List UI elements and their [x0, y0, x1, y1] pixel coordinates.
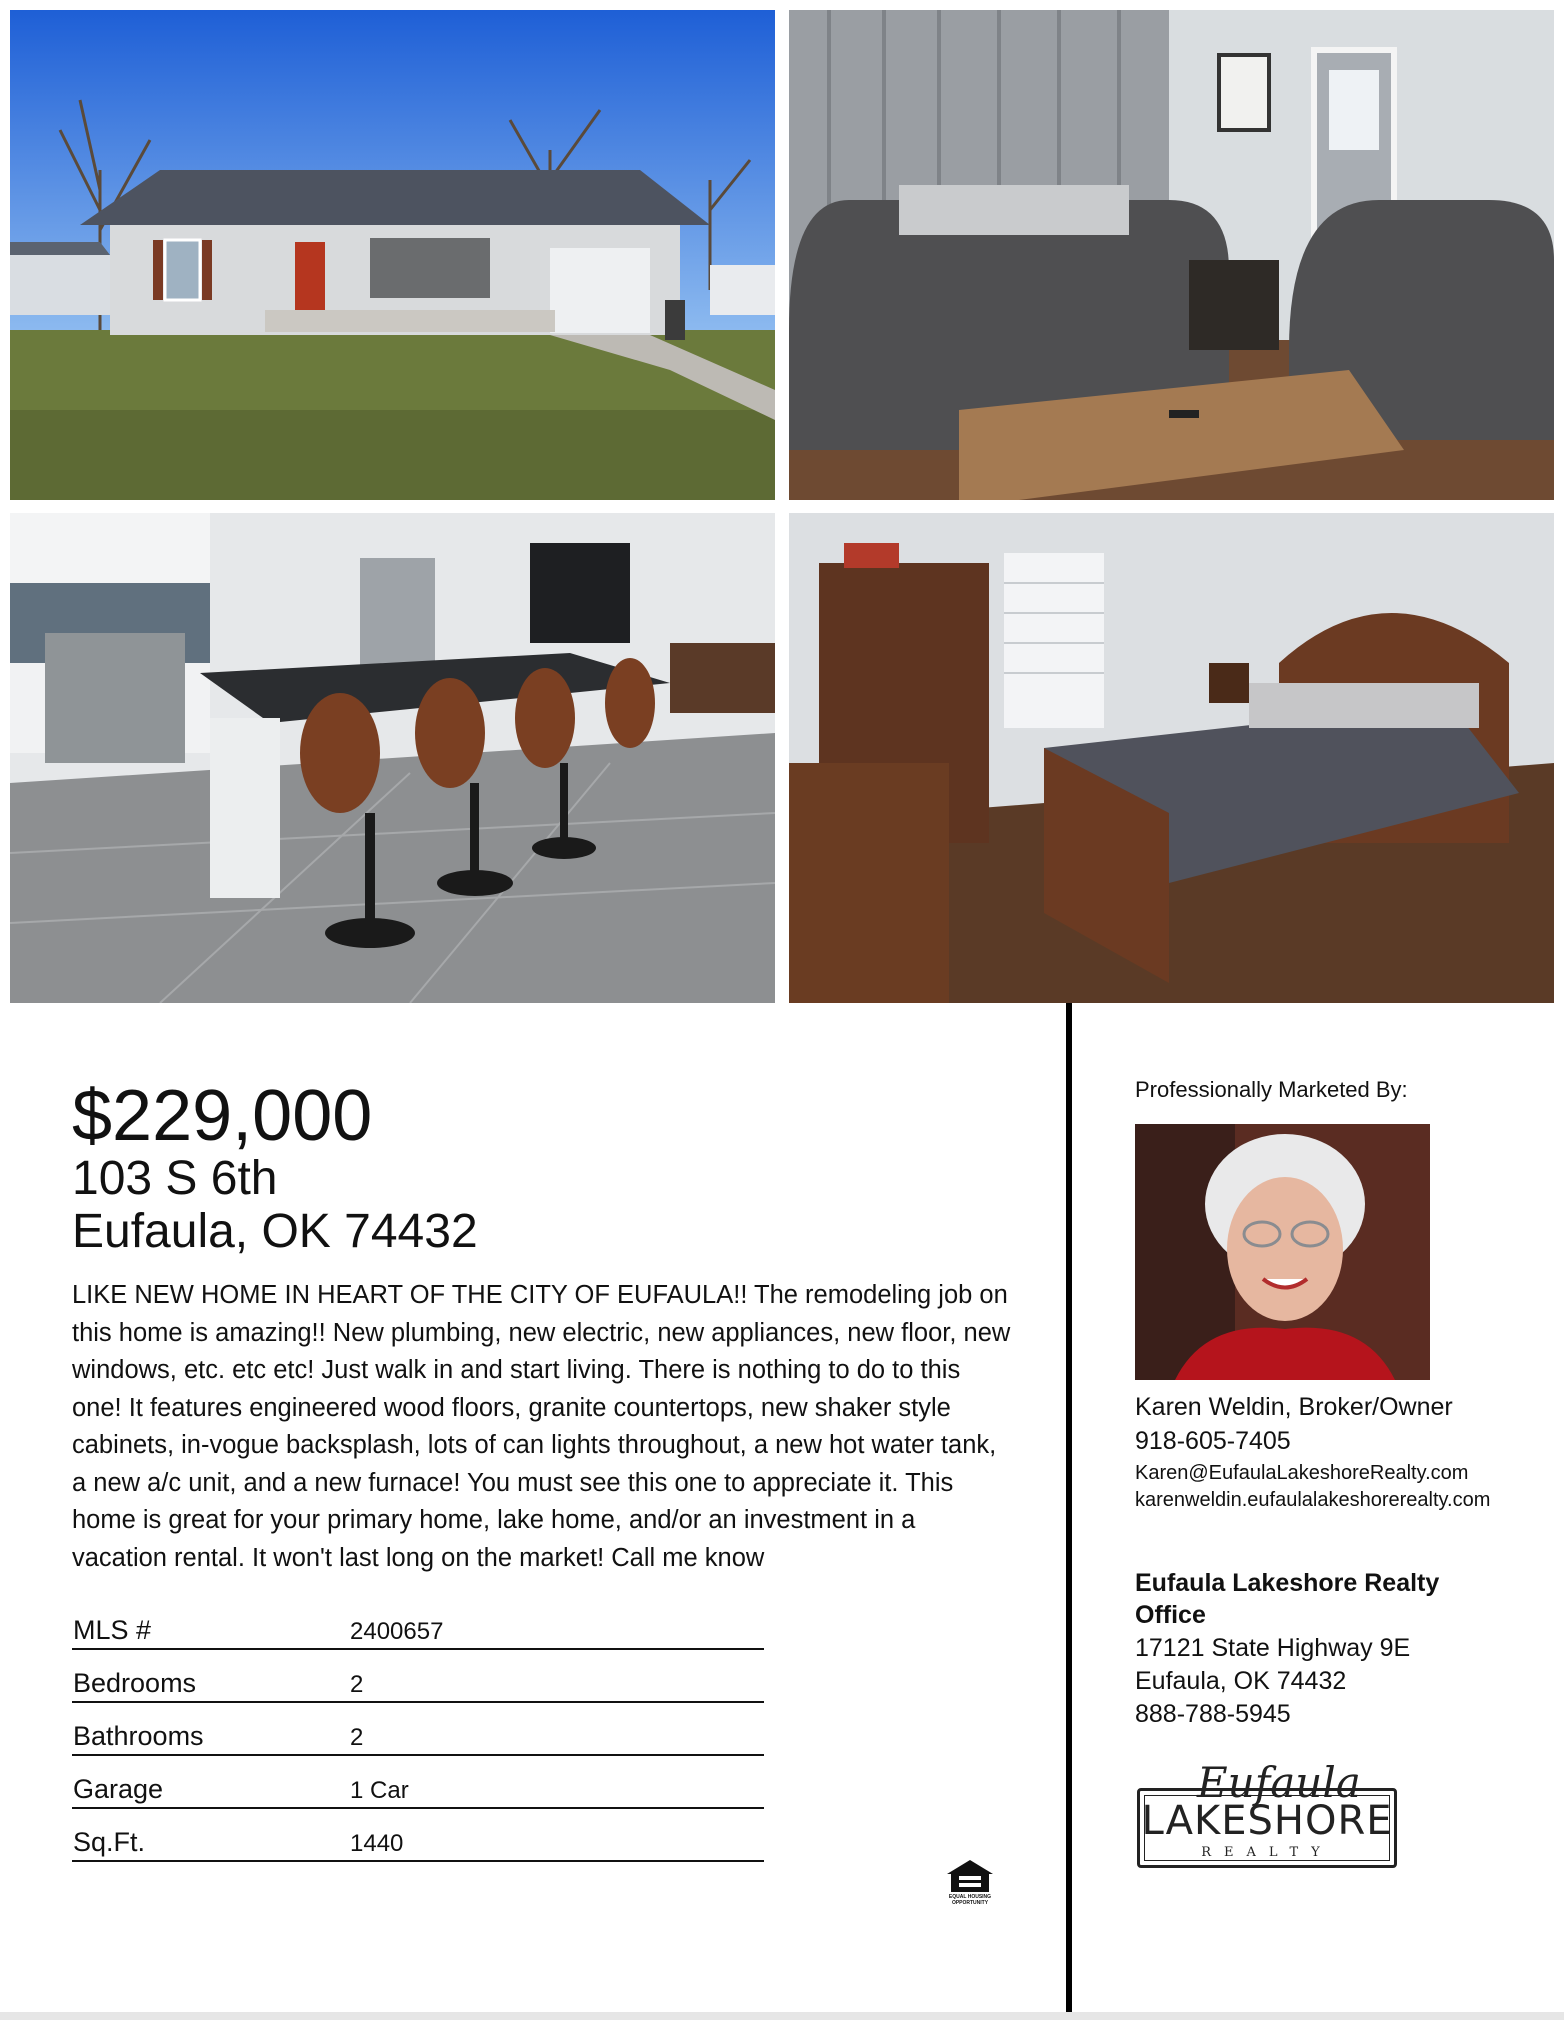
fact-row-garage — [72, 1759, 764, 1809]
bedroom-photo — [789, 513, 1554, 1003]
house-exterior-photo — [10, 10, 775, 500]
logo-sub-text: REALTY — [1201, 1845, 1333, 1860]
agent-email[interactable]: Karen@EufaulaLakeshoreRealty.com — [1135, 1462, 1469, 1484]
equal-housing-icon — [943, 1858, 997, 1910]
office-name: Eufaula Lakeshore Realty Office — [1135, 1569, 1440, 1629]
fact-label: Bathrooms — [73, 1721, 204, 1751]
lakeshore-realty-logo — [1135, 1758, 1395, 1868]
fact-value: 2400657 — [350, 1618, 444, 1645]
fact-value: 2 — [350, 1671, 364, 1698]
logo-script-text: Eufaula — [1197, 1758, 1361, 1807]
listing-description: LIKE NEW HOME IN HEART OF THE CITY OF EUFAULA!! The remodeling job on this home is amazing!! New plumbing, new electric, new appliances, new floor, new windows, etc. etc etc! Just walk in and start living. There is nothing to do to this one! It features engineered wood floors, granite countertops, new shaker style cabinets, in-vogue backsplash, lots of can lights throughout, a new hot water tank, a new a/c unit, and a new furnace! You must see this one to appreciate it. This home is great for your primary home, lake home, and/or an investment in a vacation rental. It won't last long on the market! Call me know — [72, 1281, 1011, 1572]
listing-price: $229,000 — [72, 1076, 373, 1156]
listing-facts-table — [72, 1600, 764, 1865]
logo-main-text: LAKESHORE — [1141, 1798, 1393, 1844]
kitchen-photo — [10, 513, 775, 1003]
fact-row-sqft — [72, 1812, 764, 1862]
fact-label: MLS # — [73, 1615, 152, 1645]
agent-name: Karen Weldin, Broker/Owner — [1135, 1393, 1453, 1421]
living-room-photo — [789, 10, 1554, 500]
marketed-by-heading: Professionally Marketed By: — [1135, 1077, 1408, 1102]
page-bottom-edge — [0, 2012, 1564, 2020]
fact-value: 1 Car — [350, 1777, 409, 1804]
agent-portrait — [1135, 1124, 1430, 1380]
fact-value: 1440 — [350, 1830, 404, 1857]
fact-row-mls — [72, 1600, 764, 1650]
fact-value: 2 — [350, 1724, 364, 1751]
listing-address-street: 103 S 6th — [72, 1152, 278, 1205]
equal-housing-text: EQUAL HOUSING OPPORTUNITY — [948, 1894, 992, 1906]
agent-phone[interactable]: 918-605-7405 — [1135, 1427, 1291, 1455]
fact-label: Bedrooms — [73, 1668, 197, 1698]
fact-label: Garage — [73, 1774, 164, 1804]
fact-row-bedrooms — [72, 1653, 764, 1703]
fact-row-bathrooms — [72, 1706, 764, 1756]
office-address-city: Eufaula, OK 74432 — [1135, 1667, 1347, 1695]
office-phone[interactable]: 888-788-5945 — [1135, 1700, 1291, 1728]
listing-address-city: Eufaula, OK 74432 — [72, 1205, 478, 1258]
office-address-street: 17121 State Highway 9E — [1135, 1634, 1411, 1662]
fact-label: Sq.Ft. — [73, 1827, 146, 1857]
agent-website[interactable]: karenweldin.eufaulalakeshorerealty.com — [1135, 1489, 1491, 1511]
column-divider — [1066, 1003, 1072, 2013]
